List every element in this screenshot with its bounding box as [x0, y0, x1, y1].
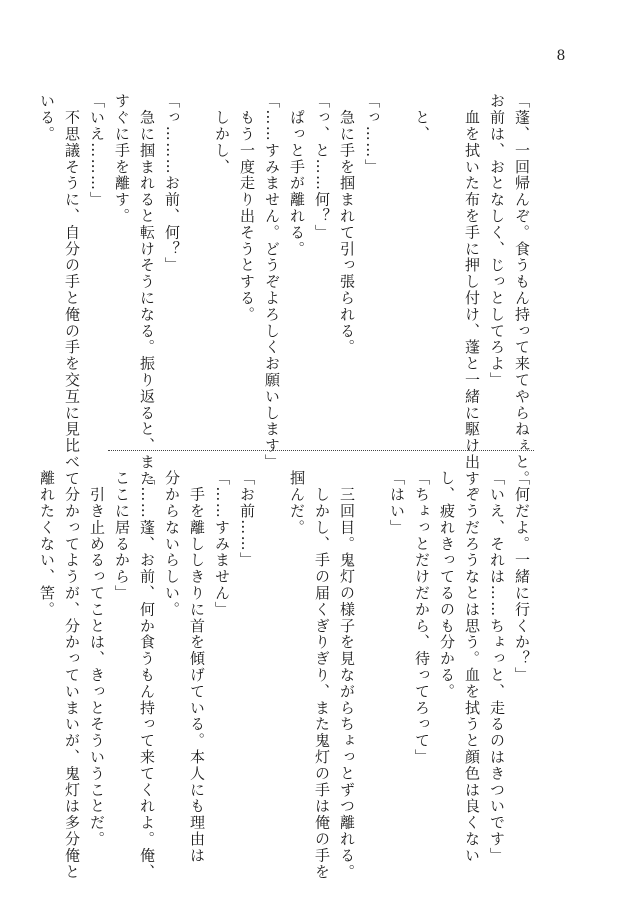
text-line: 「……すみません」 — [213, 470, 231, 618]
text-line: 「ちょっとだけだから、待ってろって」 — [413, 470, 431, 766]
text-line: 離れたくない、筈。 — [38, 470, 56, 618]
text-line: 「お前……」 — [238, 470, 256, 569]
blank-line — [184, 93, 209, 438]
blank-line — [384, 93, 409, 438]
text-line: 三回目。鬼灯の様子を見ながらちょっとずつ離れる。 — [338, 470, 356, 880]
text-line: 「何だよ。一緒に行くか？」 — [513, 470, 531, 684]
text-line: 「っ……」 — [363, 93, 381, 175]
text-line: 「蓬、一回帰んぞ。食うもん持って来てやらねぇと。 — [513, 93, 531, 487]
text-line: ぱっと手が離れる。 — [288, 93, 306, 257]
text-line: すぐに手を離す。 — [113, 93, 131, 225]
page-number: 8 — [556, 48, 566, 64]
text-line: 分かってようが、分かっていまいが、鬼灯は多分俺と — [63, 470, 81, 880]
text-line: 「いえ………」 — [88, 93, 106, 208]
text-line: 引き止めるってことは、きっとそういうことだ。 — [88, 470, 106, 848]
lower-text-block — [34, 470, 534, 880]
text-line: 「はい」 — [388, 470, 406, 536]
text-line: 急に掴まれると転けそうになる。振り返ると、また — [138, 93, 156, 487]
text-line: 「っ………お前、何？」 — [163, 93, 181, 274]
text-line: そうだろうなとは思う。血を拭うと顔色は良くない — [463, 470, 481, 864]
text-line: 「っ、と……何？」 — [313, 93, 331, 241]
text-line: 急に手を掴まれて引っ張られる。 — [338, 93, 356, 356]
text-line: 掴んだ。 — [288, 470, 306, 536]
text-line: 手を離ししきりに首を傾げている。本人にも理由は — [188, 470, 206, 864]
text-line: いる。 — [38, 93, 56, 143]
blank-line — [359, 470, 384, 815]
section-divider — [108, 450, 534, 451]
blank-line — [434, 93, 459, 438]
text-line: 「……すみません。どうぞよろしくお願いします」 — [263, 93, 281, 471]
text-line: 分からないらしい。 — [163, 470, 181, 618]
text-line: しかし、手の届くぎりぎり、また鬼灯の手は俺の手を — [313, 470, 331, 880]
text-line: ここに居るから」 — [113, 470, 131, 602]
text-line: と、 — [413, 93, 431, 143]
text-line: もう一度走り出そうとする。 — [238, 93, 256, 323]
text-line: 血を拭いた布を手に押し付け、蓬と一緒に駆け出す。 — [463, 93, 481, 503]
text-line: お前は、おとなしく、じっとしてろよ」 — [488, 93, 506, 389]
text-line: しかし、 — [213, 93, 231, 175]
text-line: 「いえ、それは……ちょっと、走るのはきついです」 — [488, 470, 506, 864]
text-line: 「……蓬、お前、何か食うもん持って来てくれよ。俺、 — [138, 470, 156, 880]
blank-line — [259, 470, 284, 815]
text-line: 不思議そうに、自分の手と俺の手を交互に見比べて — [63, 93, 81, 487]
text-line: し、疲れきってるのも分かる。 — [438, 470, 456, 700]
